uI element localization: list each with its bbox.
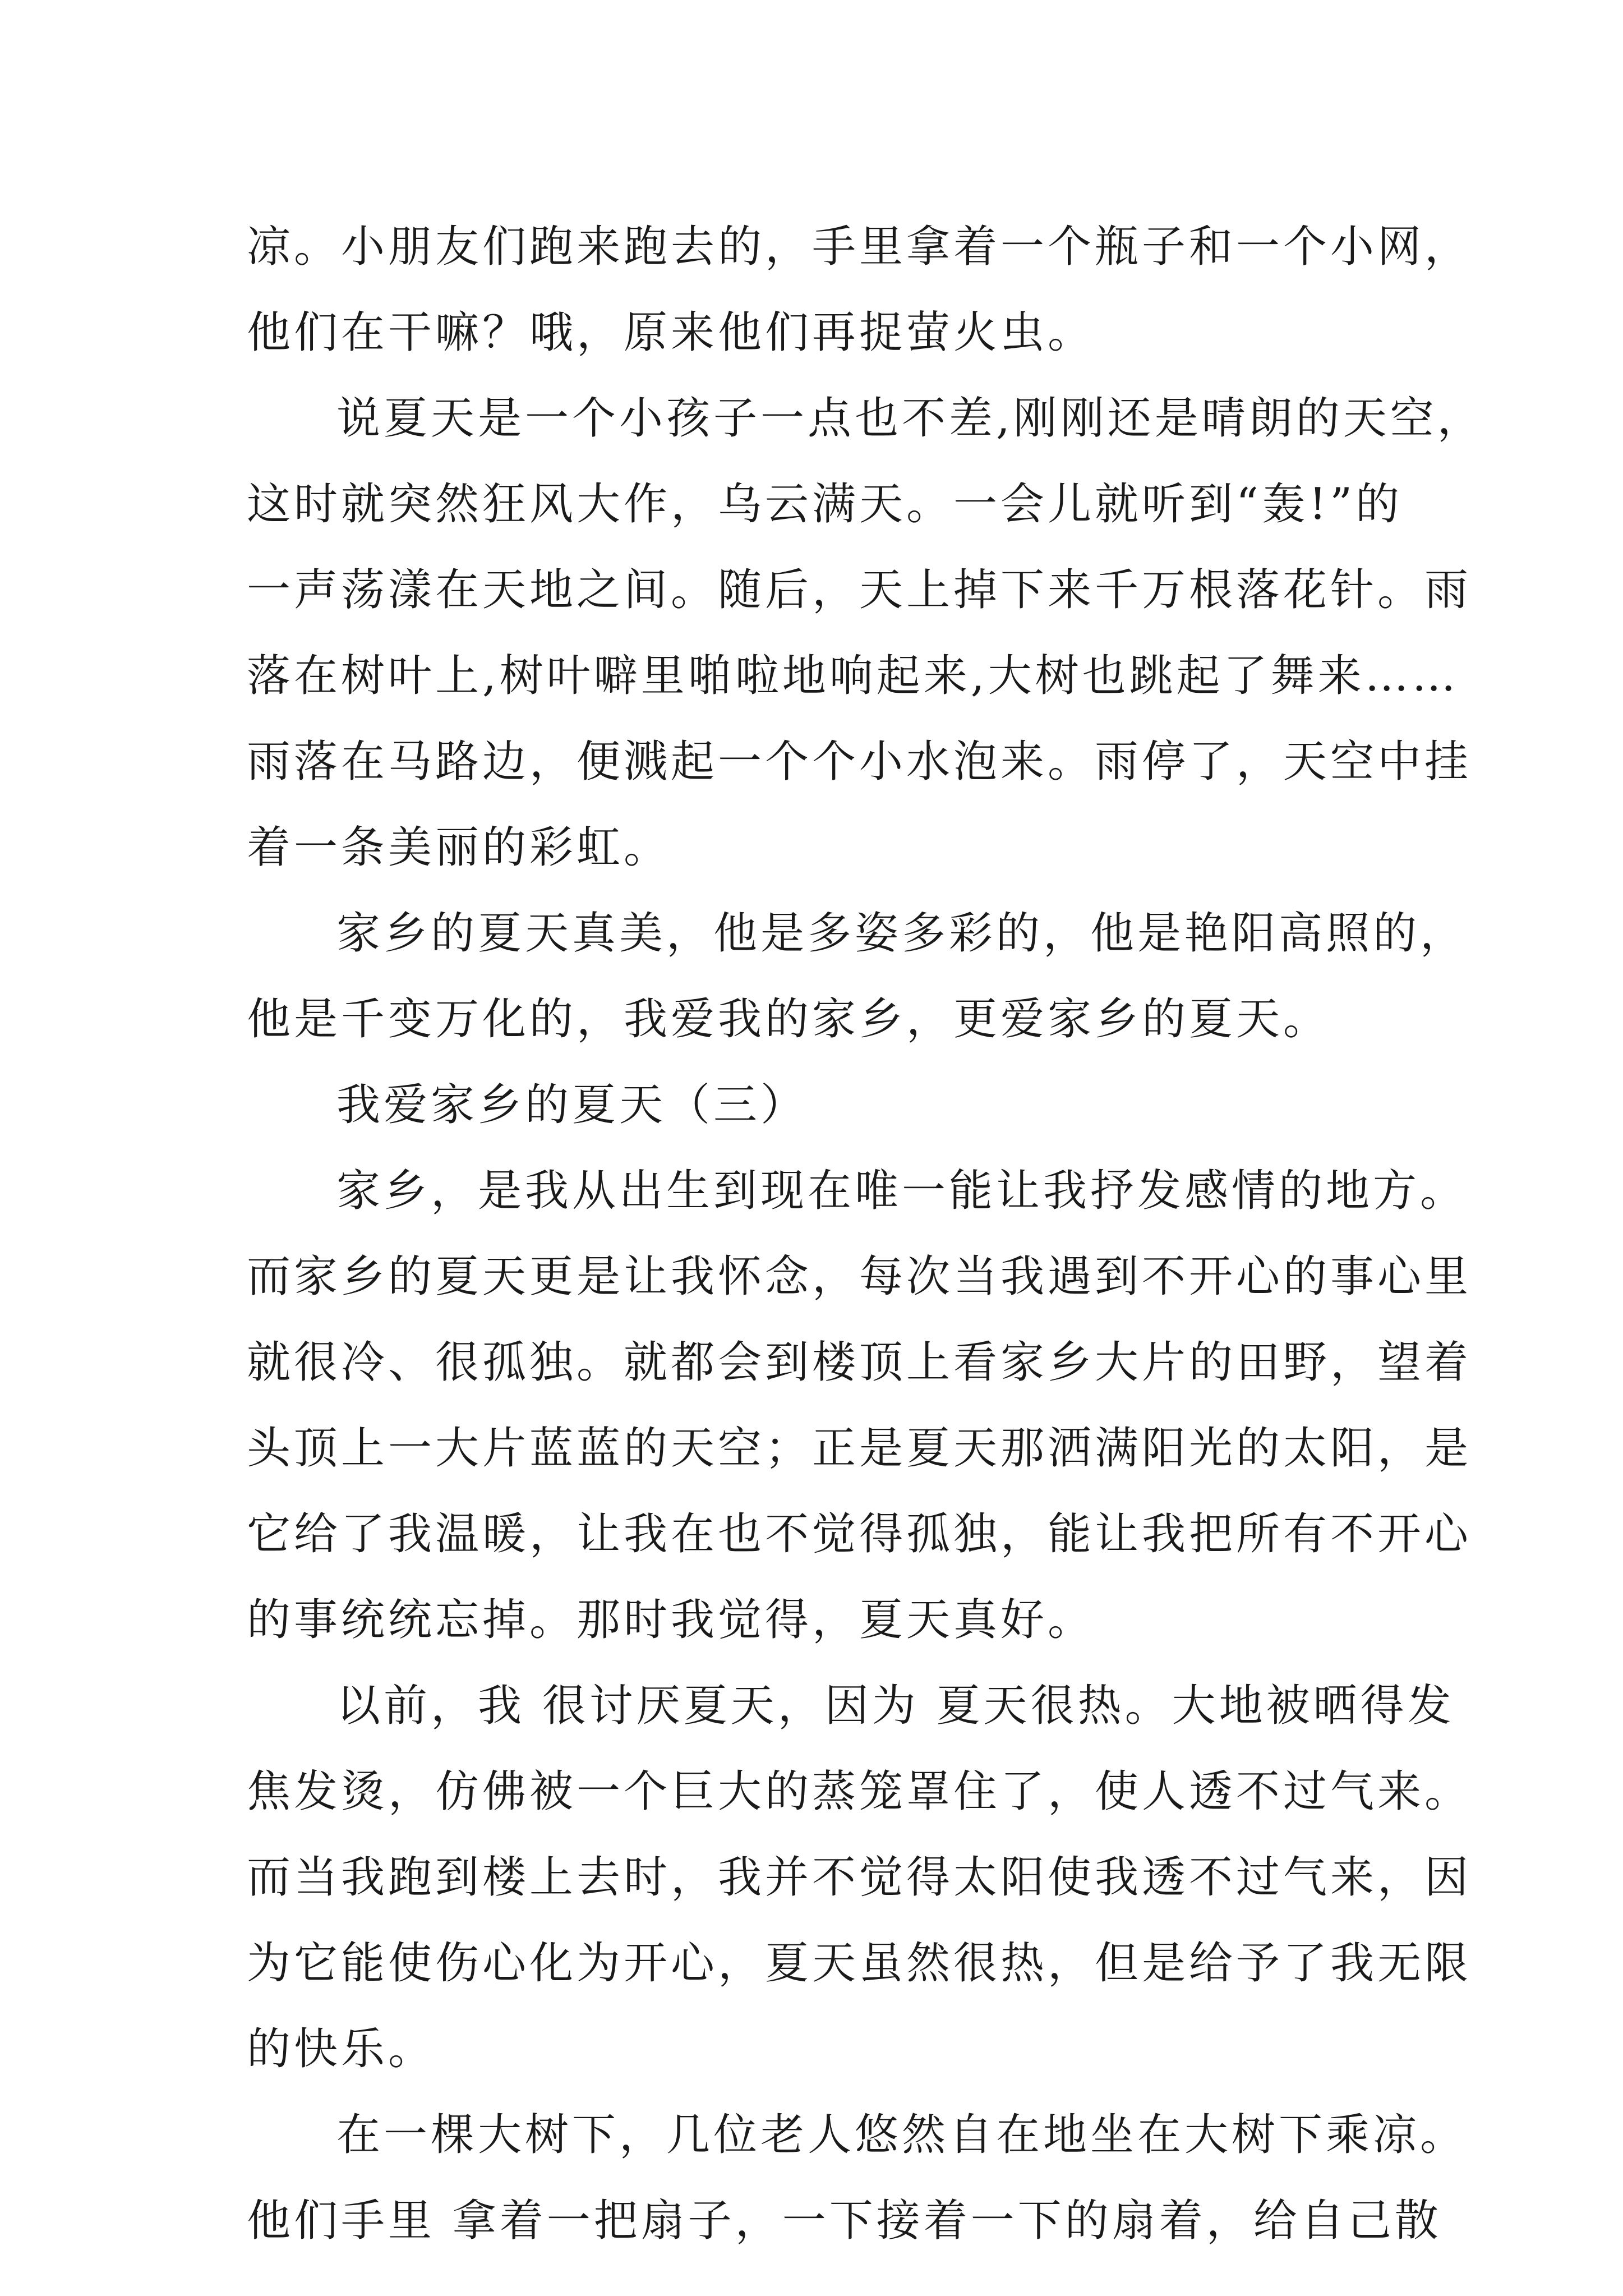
- text-line: 就很冷、很孤独。就都会到楼顶上看家乡大片的田野，望着: [247, 1337, 1472, 1388]
- paragraph-start-line: 家乡的夏天真美，他是多姿多彩的，他是艳阳高照的，: [336, 908, 1468, 959]
- text-line: 焦发烫，仿佛被一个巨大的蒸笼罩住了，使人透不过气来。: [247, 1766, 1472, 1817]
- text-line: 落在树叶上,树叶噼里啪啦地响起来,大树也跳起了舞来……: [247, 651, 1459, 701]
- text-line: 着一条美丽的彩虹。: [247, 822, 671, 873]
- text-line: 雨落在马路边，便溅起一个个小水泡来。雨停了，天空中挂: [247, 737, 1472, 787]
- text-line: 他们在干嘛？哦，原来他们再捉萤火虫。: [247, 307, 1095, 358]
- text-line: 这时就突然狂风大作，乌云满天。一会儿就听到“轰!”的: [247, 479, 1403, 530]
- text-line: 的快乐。: [247, 2024, 436, 2074]
- paragraph-start-line: 家乡，是我从出生到现在唯一能让我抒发感情的地方。: [336, 1166, 1468, 1216]
- text-line: 头顶上一大片蓝蓝的天空；正是夏天那洒满阳光的太阳，是: [247, 1423, 1472, 1474]
- text-line: 的事统统忘掉。那时我觉得，夏天真好。: [247, 1595, 1095, 1645]
- text-line: 他们手里 拿着一把扇子，一下接着一下的扇着，给自己散: [247, 2196, 1442, 2246]
- paragraph-start-line: 在一棵大树下，几位老人悠然自在地坐在大树下乘凉。: [336, 2110, 1468, 2160]
- text-line: 凉。小朋友们跑来跑去的，手里拿着一个瓶子和一个小网，: [247, 222, 1472, 272]
- paragraph-start-line: 说夏天是一个小孩子一点也不差,刚刚还是晴朗的天空，: [336, 393, 1484, 444]
- text-line: 他是千变万化的，我爱我的家乡，更爱家乡的夏天。: [247, 994, 1331, 1045]
- paragraph-start-line: 以前，我 很讨厌夏天，因为 夏天很热。大地被晒得发: [336, 1681, 1455, 1731]
- text-line: 一声荡漾在天地之间。随后，天上掉下来千万根落花针。雨: [247, 565, 1472, 615]
- text-line: 为它能使伤心化为开心，夏天虽然很热，但是给予了我无限: [247, 1938, 1472, 1989]
- text-line: 而当我跑到楼上去时，我并不觉得太阳使我透不过气来，因: [247, 1852, 1472, 1903]
- text-line: 而家乡的夏天更是让我怀念，每次当我遇到不开心的事心里: [247, 1251, 1472, 1302]
- section-heading: 我爱家乡的夏天（三）: [336, 1080, 808, 1130]
- text-line: 它给了我温暖，让我在也不觉得孤独，能让我把所有不开心: [247, 1509, 1472, 1559]
